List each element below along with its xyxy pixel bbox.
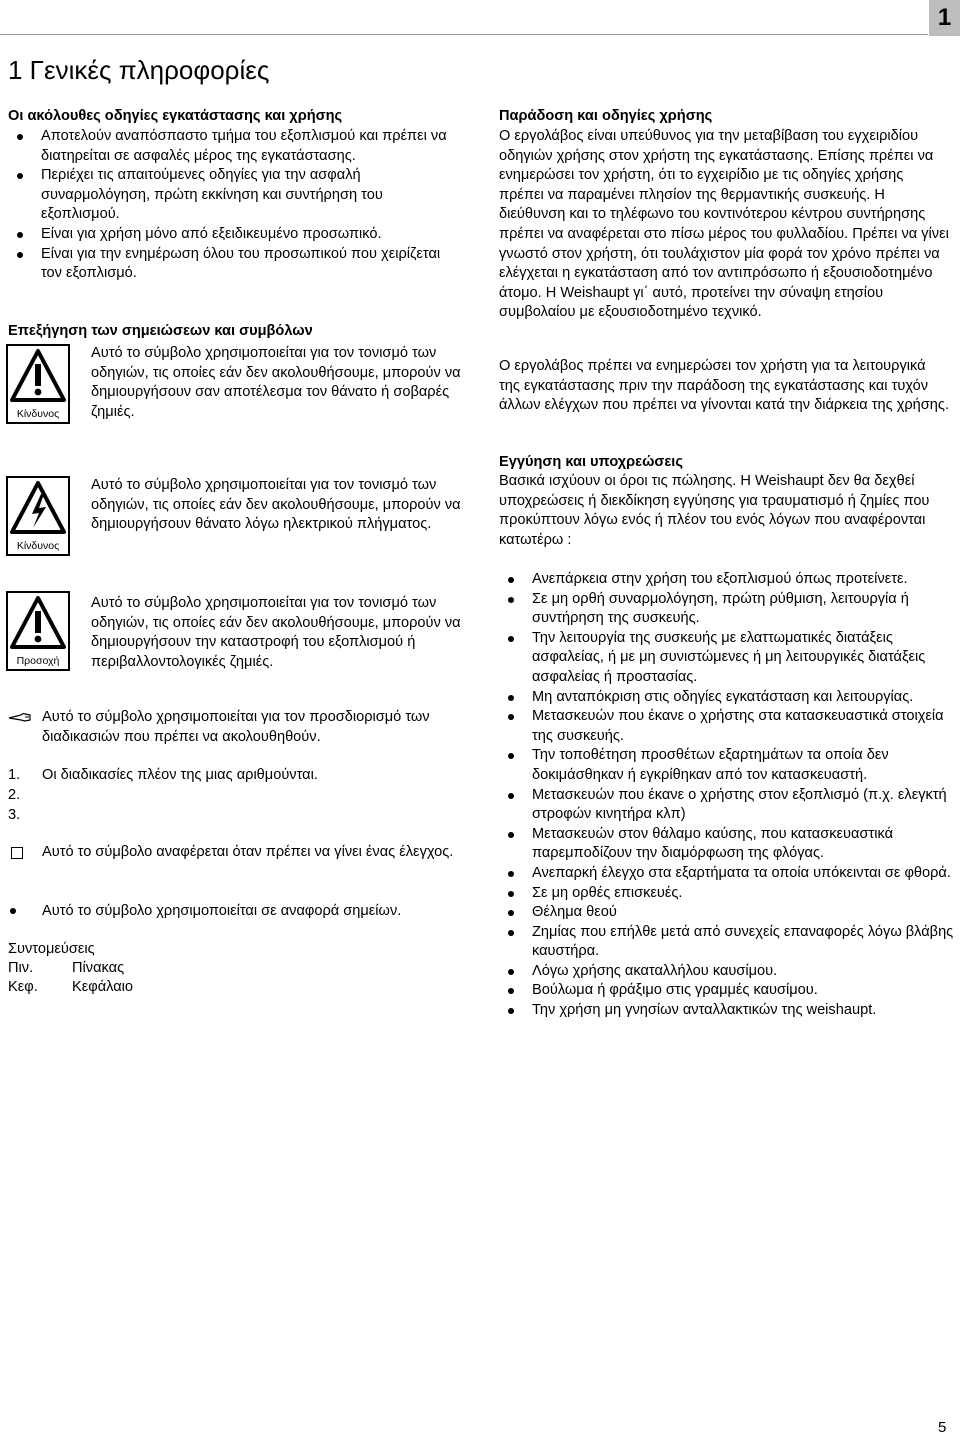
warranty-heading: Εγγύηση και υποχρεώσεις (499, 454, 683, 470)
bullet-icon (508, 969, 514, 975)
list-item: Την τοποθέτηση προσθέτων εξαρτημάτων τα οποία δεν δοκιμάσθηκαν ή εγκρίθηκαν από τον κατασκευαστή. (499, 746, 954, 785)
bullet-icon (17, 252, 23, 258)
bullet-icon (10, 908, 16, 914)
chapter-title: 1 Γενικές πληροφορίες (8, 55, 270, 85)
bullet-description: Αυτό το σύμβολο χρησιμοποιείται σε αναφορά σημείων. (42, 903, 402, 919)
bullet-icon (508, 597, 514, 603)
bullet-icon (508, 753, 514, 759)
bullet-icon (508, 891, 514, 897)
header-rule (0, 34, 928, 35)
step-number: 1. (8, 767, 21, 783)
danger-description: Αυτό το σύμβολο χρησιμοποιείται για τον τονισμό των οδηγιών, τις οποίες εάν δεν ακολουθήσουμε, μπορούν να δημιουργήσουν σαν αποτέλεσμα τον θάνατο ή σοβαρές ζημιές. (91, 345, 461, 420)
abbreviation-row (8, 959, 124, 979)
handover-heading: Παράδοση και οδηγίες χρήσης (499, 108, 713, 124)
caution-icon (6, 591, 70, 671)
warranty-paragraph: Βασικά ισχύουν οι όροι τις πώλησης. Η Weishaupt δεν θα δεχθεί υποχρεώσεις ή διεκδίκηση εγγύησης για τραυματισμό ή ζημίες που προκύπτουν λόγω ενός ή πλέον του ενός λόγων που αναφέρονται κατωτέρω : (499, 473, 930, 548)
list-item: Περιέχει τις απαιτούμενες οδηγίες για την ασφαλή συναρμολόγηση, πρώτη εκκίνηση και συντήρηση του εξοπλισμού. (8, 166, 448, 225)
list-item: Θέλημα θεού (499, 903, 954, 923)
bullet-icon (508, 910, 514, 916)
step-number: 3. (8, 807, 21, 823)
list-item: Είναι για την ενημέρωση όλου του προσωπικού που χειρίζεται τον εξοπλισμό. (8, 245, 448, 284)
step-text: Οι διαδικασίες πλέον της μιας αριθμούνται. (42, 767, 318, 783)
list-item: Λόγω χρήσης ακαταλλήλου καυσίμου. (499, 962, 954, 982)
install-heading: Οι ακόλουθες οδηγίες εγκατάστασης και χρήσης (8, 108, 343, 124)
bullet-icon (508, 930, 514, 936)
abbreviation-meaning: Πίνακας (72, 960, 125, 976)
list-item: Μετασκευών που έκανε ο χρήστης στον εξοπλισμό (π.χ. ελεγκτή στροφών κινητήρα κλπ) (499, 786, 954, 825)
bullet-icon (508, 577, 514, 583)
page-number: 5 (938, 1419, 947, 1436)
list-item: Μετασκευών στον θάλαμο καύσης, που κατασκευαστικά παρεμπoδίζουν την διαμόρφωση της φλόγας. (499, 825, 954, 864)
electric-danger-label: Κίνδυνος (16, 540, 60, 552)
handover-paragraph: Ο εργολάβος είναι υπεύθυνος για την μεταβίβαση του εγχειριδίου οδηγιών χρήσης στον χρήστη της εγκατάστασης. Επίσης πρέπει να ενημερώσει τον χρήστη, ότι το εγχειρίδιο με τις οδηγίες χρήσης πρέπει να παραμένει πλησίον της θερμαντικής συσκευής. Η διεύθυνση και το τηλέφωνο του κοντινότερου κέντρου συντήρησης πρέπει να αναφέρεται στο πίσω μέρος του φυλλαδίου. Πρέπει να γίνει γνωστό στον χρήστη, ότι τουλάχιστον μία φορά τον χρόνο πρέπει να ελέγχεται η εγκατάσταση από τον αντιπρόσωπο ή εξουσιοδοτημένο άτομο. Η Weishaupt γι΄ αυτό, προτείνει την σύναψη ετησίου συμβολαίου με εξουσιοδοτημένο τεχνικό. (499, 128, 949, 321)
abbreviation: Πιν. (8, 960, 34, 976)
chapter-tab: 1 (929, 0, 960, 36)
list-item: Σε μη ορθές επισκευές. (499, 884, 954, 904)
list-item: Είναι για χρήση μόνο από εξειδικευμένο προσωπικό. (8, 225, 448, 245)
handover-paragraph: Ο εργολάβος πρέπει να ενημερώσει τον χρήστη για τα λειτουργικά της εγκατάστασης πριν την παράδοση της εγκατάστασης και τυχόν άλλων ελέγχων που πρέπει να γίνονται κατά την διάρκεια της χρήσης. (499, 358, 950, 414)
abbreviation: Κεφ. (8, 979, 38, 995)
caution-label: Προσοχή (16, 655, 60, 667)
bullet-icon (508, 988, 514, 994)
abbreviation-row (8, 978, 133, 998)
caution-description: Αυτό το σύμβολο χρησιμοποιείται για τον τονισμό των οδηγιών, τις οποίες εάν δεν ακολουθήσουμε, μπορούν να δημιουργήσουν την καταστροφή του εξοπλισμού ή περιβαλλοντολογικές ζημιές. (91, 595, 461, 670)
danger-icon (6, 344, 70, 424)
install-bullet-list (8, 127, 448, 284)
bullet-icon (17, 173, 23, 179)
electric-danger-description: Αυτό το σύμβολο χρησιμοποιείται για τον τονισμό των οδηγιών, τις οποίες εάν δεν ακολουθήσουμε, μπορούν να δημιουργήσουν θάνατο λόγω ηλεκτρικού πλήγματος. (91, 477, 461, 533)
bullet-icon (508, 714, 514, 720)
warranty-exclusion-list (499, 570, 954, 1021)
bullet-icon (508, 1008, 514, 1014)
list-item: Ζημίας που επήλθε μετά από συνεχείς επαναφορές λόγω βλάβης καυστήρα. (499, 923, 954, 962)
list-item: Ανεπαρκή έλεγχο στα εξαρτήματα τα οποία υπόκεινται σε φθορά. (499, 864, 954, 884)
bullet-icon (508, 636, 514, 642)
pointer-description: Αυτό το σύμβολο χρησιμοποιείται για τον προσδιορισμό των διαδικασιών που πρέπει να ακολουθηθούν. (42, 709, 430, 745)
bullet-icon (17, 232, 23, 238)
bullet-icon (508, 832, 514, 838)
list-item: Σε μη ορθή συναρμολόγηση, πρώτη ρύθμιση, λειτουργία ή συντήρηση της συσκευής. (499, 590, 954, 629)
step-number: 2. (8, 787, 21, 803)
bullet-icon (508, 695, 514, 701)
list-item: Μετασκευών που έκανε ο χρήστης στα κατασκευαστικά στοιχεία της συσκευής. (499, 707, 954, 746)
list-item: Βούλωμα ή φράξιμο στις γραμμές καυσίμου. (499, 981, 954, 1001)
checkbox-description: Αυτό το σύμβολο αναφέρεται όταν πρέπει να γίνει ένας έλεγχος. (42, 844, 454, 860)
danger-label: Κίνδυνος (16, 408, 60, 420)
list-item: Ανεπάρκεια στην χρήση του εξοπλισμού όπως προτείνετε. (499, 570, 954, 590)
checkbox-icon (11, 847, 23, 859)
list-item: Την λειτουργία της συσκευής με ελαττωματικές διατάξεις ασφαλείας, ή με μη συνιστώμενες ή μη λειτουργικές διατάξεις ασφαλείας ή προστασίας. (499, 629, 954, 688)
list-item: Μη ανταπόκριση στις οδηγίες εγκατάσταση και λειτουργίας. (499, 688, 954, 708)
electric-danger-icon (6, 476, 70, 556)
abbreviations-heading: Συντομεύσεις (8, 941, 95, 957)
bullet-icon (508, 871, 514, 877)
pointing-hand-icon (8, 709, 32, 725)
list-item: Αποτελούν αναπόσπαστο τμήμα του εξοπλισμού και πρέπει να διατηρείται σε ασφαλές μέρος της εγκατάστασης. (8, 127, 448, 166)
list-item: Την χρήση μη γνησίων ανταλλακτικών της weishaupt. (499, 1001, 954, 1021)
bullet-icon (508, 793, 514, 799)
abbreviation-meaning: Κεφάλαιο (72, 979, 134, 995)
symbols-heading: Επεξήγηση των σημειώσεων και συμβόλων (8, 323, 313, 339)
bullet-icon (17, 134, 23, 140)
